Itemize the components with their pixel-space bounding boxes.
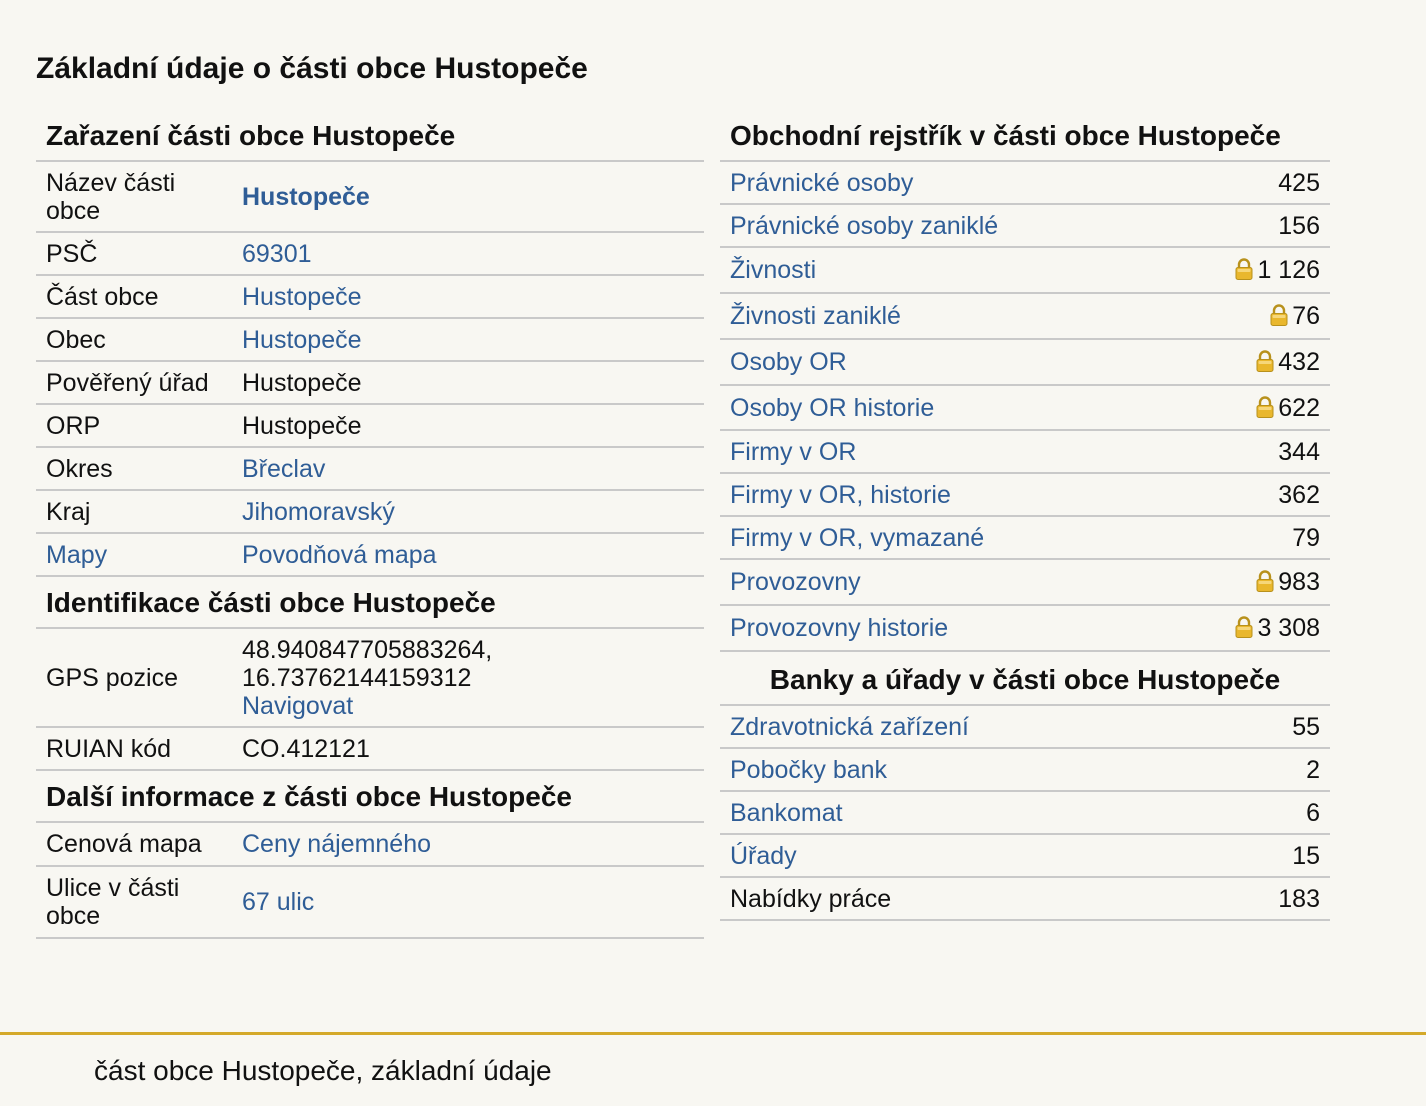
table-row [720,162,1330,204]
obchodni-link-5[interactable]: Osoby OR historie [730,393,935,422]
link-ceny-najemneho[interactable]: Ceny nájemného [242,830,432,858]
obchodni-count-7: 362 [1278,480,1320,509]
obchodni-count-4: 432 [1278,348,1320,376]
obchodni-count-10: 3 308 [1257,614,1320,642]
table-row [720,339,1330,385]
table-row [36,361,704,404]
obchodni-count-3: 76 [1292,302,1320,330]
value-orp: Hustopeče [232,404,704,447]
banky-count-2: 6 [1306,798,1320,827]
label-ulice: Ulice v části obce [36,866,232,938]
label-psc: PSČ [36,232,232,275]
table-row [720,559,1330,605]
banky-heading: Banky a úřady v části obce Hustopeče [720,654,1330,706]
table-row [36,533,704,576]
table-row [720,247,1330,293]
obchodni-link-0[interactable]: Právnické osoby [730,168,914,197]
label-cast-obce: Část obce [36,275,232,318]
banky-link-0[interactable]: Zdravotnická zařízení [730,712,969,741]
padlock-icon [1270,304,1288,326]
table-row [720,748,1330,791]
table-row [36,490,704,533]
banky-link-2[interactable]: Bankomat [730,798,843,827]
table-row [720,791,1330,834]
link-obec[interactable]: Hustopeče [242,325,362,354]
table-row [720,834,1330,877]
zarazeni-table [36,162,704,577]
table-row [36,866,704,938]
table-row [720,293,1330,339]
table-row [720,385,1330,430]
obchodni-link-3[interactable]: Živnosti zaniklé [730,302,901,330]
dalsi-heading: Další informace z části obce Hustopeče [36,771,704,823]
banky-count-0: 55 [1292,712,1320,741]
banky-link-3[interactable]: Úřady [730,841,797,870]
banky-count-1: 2 [1306,755,1320,784]
banky-link-4: Nabídky práce [730,884,892,913]
obchodni-count-8: 79 [1292,523,1320,552]
label-povereny-urad: Pověřený úřad [36,361,232,404]
table-row [36,629,704,727]
banky-count-3: 15 [1292,841,1320,870]
value-ruian: CO.412121 [232,727,704,770]
padlock-icon [1256,396,1274,418]
table-row [720,605,1330,651]
identifikace-table [36,629,704,771]
table-row [720,430,1330,473]
label-ruian: RUIAN kód [36,727,232,770]
label-obec: Obec [36,318,232,361]
label-orp: ORP [36,404,232,447]
link-kraj[interactable]: Jihomoravský [242,497,395,526]
gps-lon: 16.73762144159312 [242,663,472,692]
table-row [36,162,704,232]
obchodni-count-5: 622 [1278,393,1320,422]
banky-table [720,706,1330,921]
padlock-icon [1235,616,1253,638]
banky-link-1[interactable]: Pobočky bank [730,755,888,784]
link-cast-obce[interactable]: Hustopeče [242,282,362,311]
link-povodnova-mapa[interactable]: Povodňová mapa [242,540,437,569]
value-povereny-urad: Hustopeče [232,361,704,404]
padlock-icon [1256,570,1274,592]
link-mapy[interactable]: Mapy [46,540,108,569]
table-row [36,404,704,447]
obchodni-count-9: 983 [1278,568,1320,596]
obchodni-heading: Obchodní rejstřík v části obce Hustopeče [720,110,1330,162]
label-kraj: Kraj [36,490,232,533]
table-row [720,877,1330,920]
obchodni-link-4[interactable]: Osoby OR [730,348,847,376]
label-gps: GPS pozice [36,629,232,727]
obchodni-link-9[interactable]: Provozovny [730,568,861,596]
label-cenova-mapa: Cenová mapa [36,823,232,866]
obchodni-count-2: 1 126 [1257,256,1320,284]
link-ulice[interactable]: 67 ulic [242,888,315,916]
table-row [720,473,1330,516]
table-row [720,516,1330,559]
page-title: Základní údaje o části obce Hustopeče [36,52,588,85]
table-row [720,204,1330,247]
obchodni-count-6: 344 [1278,437,1320,466]
dalsi-table [36,823,704,939]
table-row [36,727,704,770]
padlock-icon [1256,350,1274,372]
obchodni-link-7[interactable]: Firmy v OR, historie [730,480,951,509]
banky-count-4: 183 [1278,884,1320,913]
obchodni-table [720,162,1330,652]
footer-caption: část obce Hustopeče, základní údaje [94,1055,552,1086]
obchodni-count-1: 156 [1278,211,1320,240]
obchodni-link-10[interactable]: Provozovny historie [730,614,949,642]
navigate-link[interactable]: Navigovat [242,691,354,720]
footer-divider [0,1032,1426,1035]
link-okres[interactable]: Břeclav [242,454,326,483]
padlock-icon [1235,258,1253,280]
table-row [36,318,704,361]
gps-lat: 48.940847705883264, [242,635,493,664]
link-nazev[interactable]: Hustopeče [242,182,370,211]
table-row [36,275,704,318]
table-row [36,823,704,866]
zarazeni-heading: Zařazení části obce Hustopeče [36,110,704,162]
obchodni-link-6[interactable]: Firmy v OR [730,437,857,466]
table-row [720,706,1330,748]
right-column [720,110,1330,921]
identifikace-heading: Identifikace části obce Hustopeče [36,577,704,629]
table-row [36,447,704,490]
obchodni-link-8[interactable]: Firmy v OR, vymazané [730,523,985,552]
left-column [36,110,704,939]
table-row [36,232,704,275]
obchodni-link-2[interactable]: Živnosti [730,256,817,284]
label-okres: Okres [36,447,232,490]
label-nazev: Název části obce [36,162,232,232]
obchodni-link-1[interactable]: Právnické osoby zaniklé [730,211,999,240]
link-psc[interactable]: 69301 [242,239,312,268]
obchodni-count-0: 425 [1278,168,1320,197]
